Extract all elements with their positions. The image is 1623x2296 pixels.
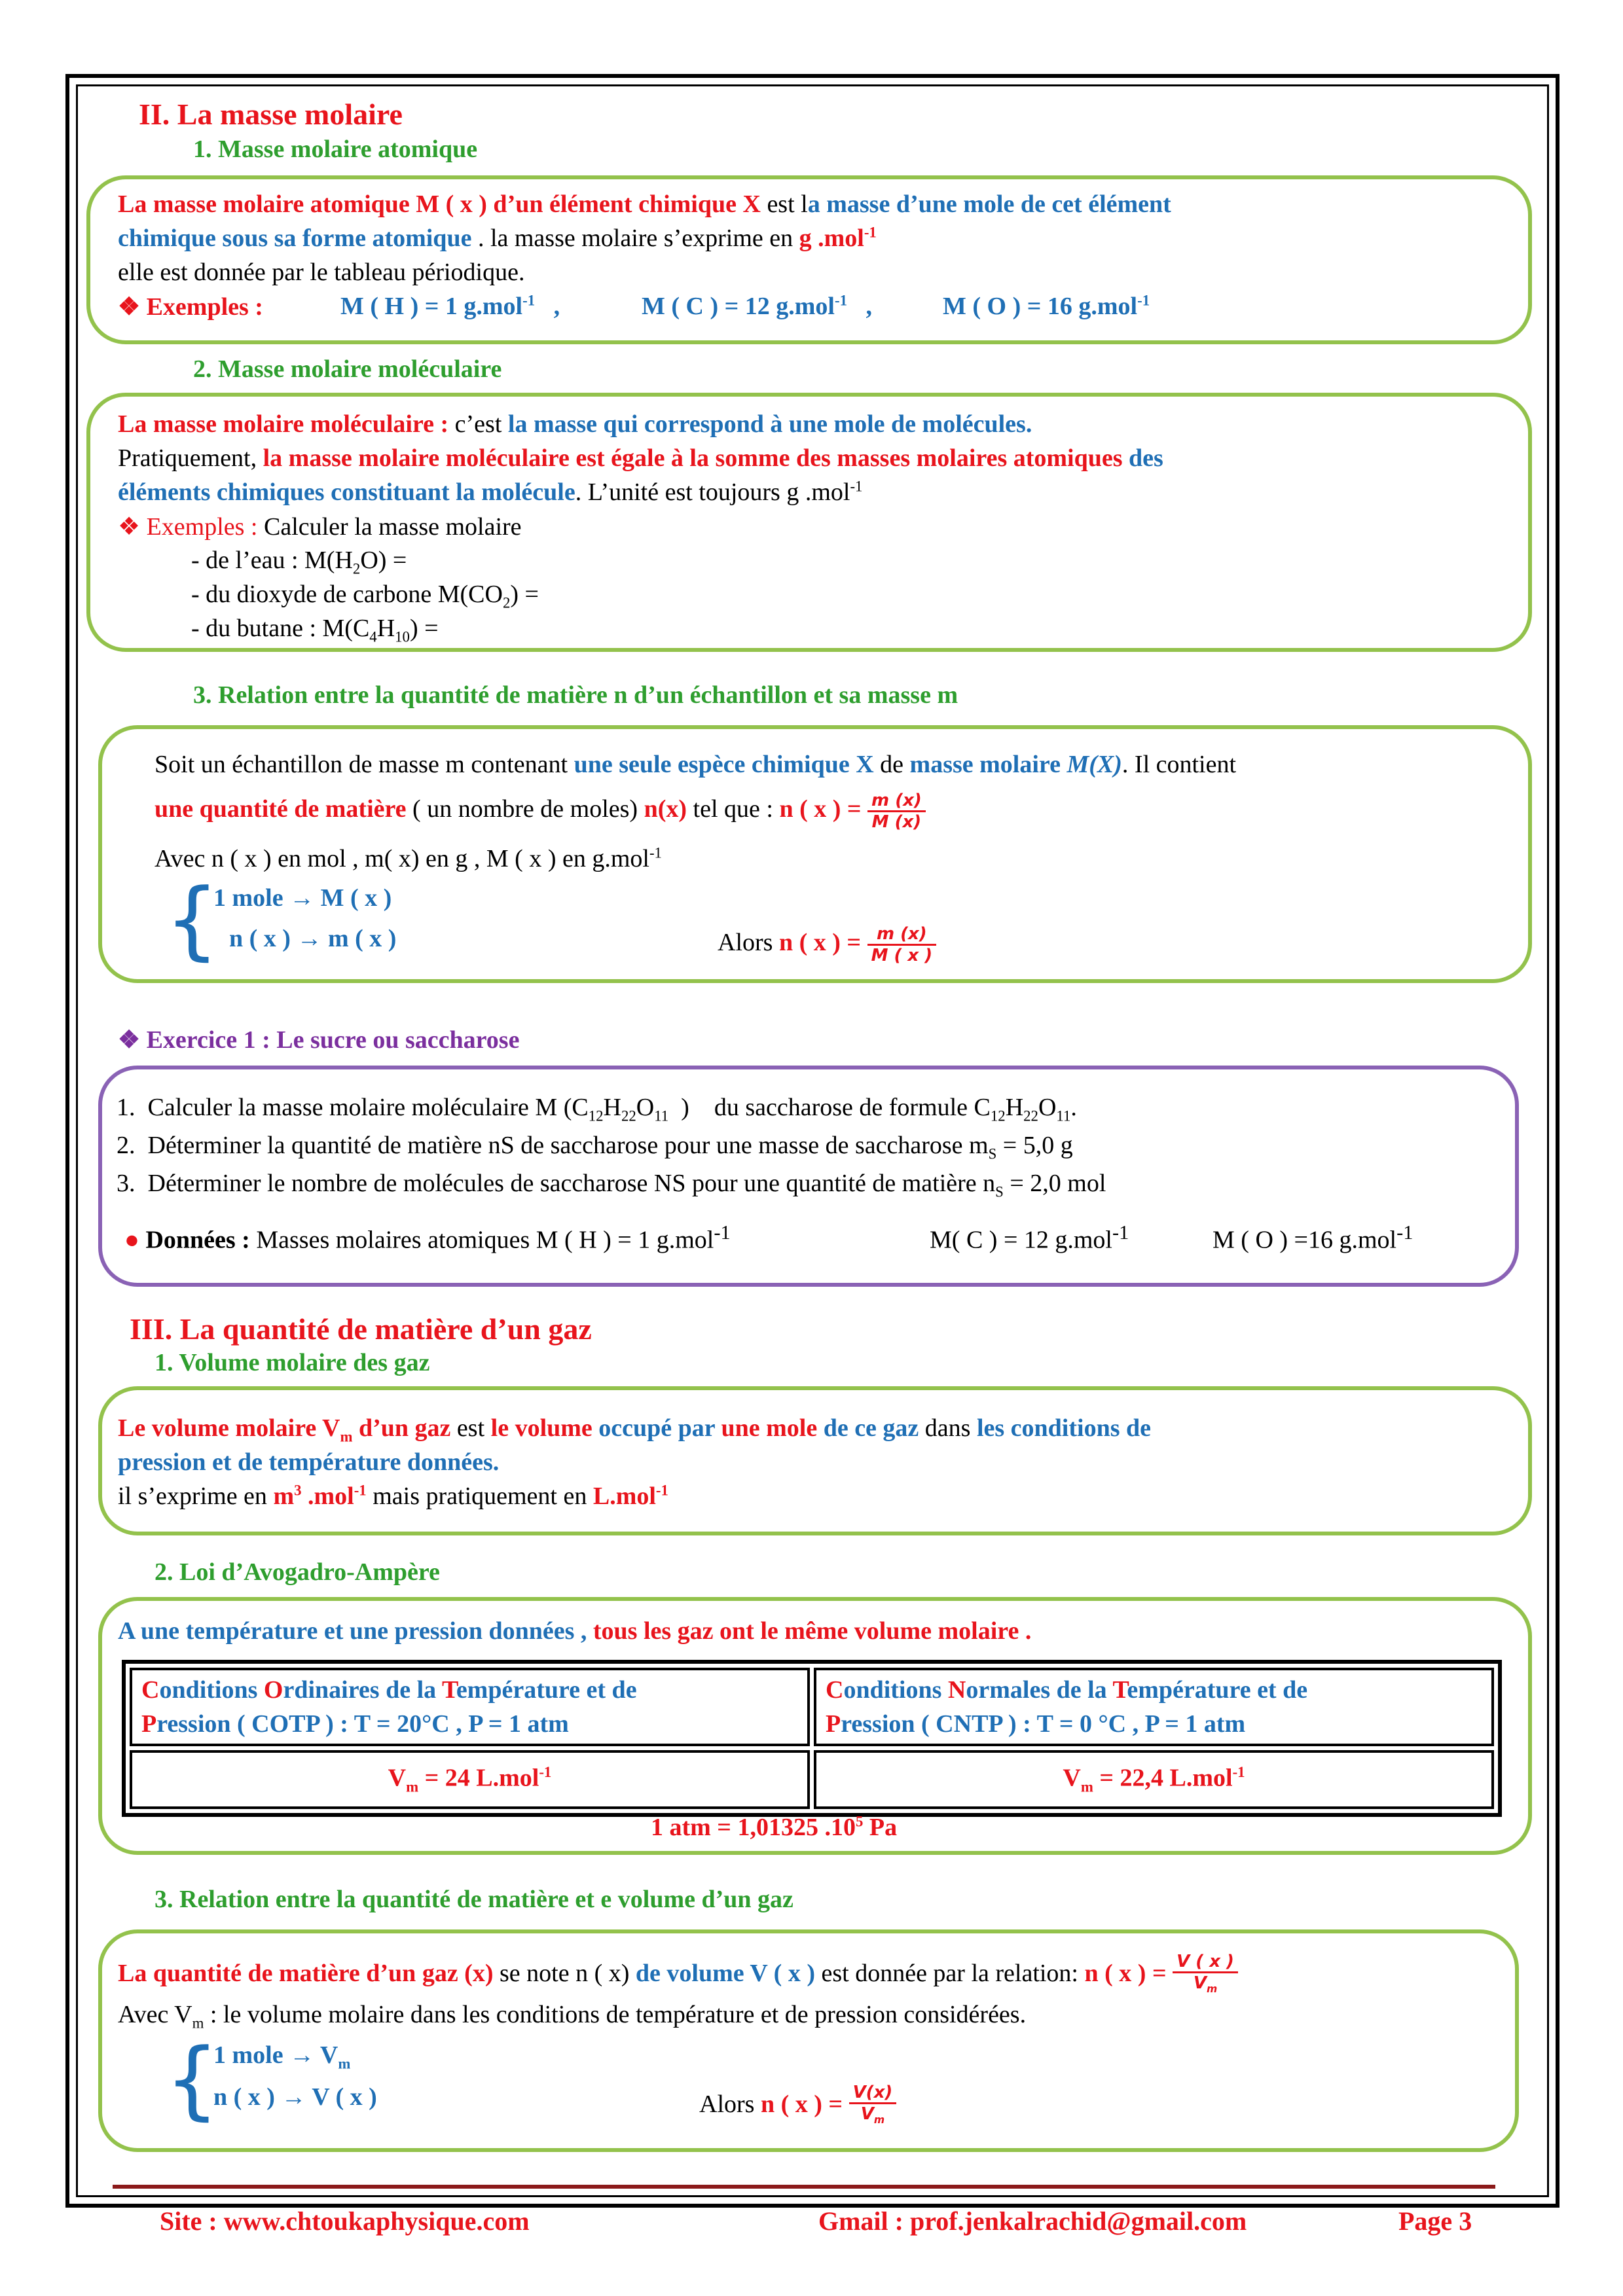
cotp-cell: Conditions Ordinaires de la Température et de Pression ( COTP ) : T = 20°C , P = 1 atm xyxy=(130,1668,810,1746)
example-butane: - du butane : $M(C_4H_{10})$ = xyxy=(191,615,439,645)
molar-volume-line3: il s’exprime en $m^3$ .mol$^{-1}$ mais pratiquement en L.mol$^{-1}$ xyxy=(118,1482,668,1510)
molar-volume-line2: pression et de température données. xyxy=(118,1448,500,1476)
footer-page-number: Page 3 xyxy=(1398,2206,1472,2236)
molecular-definition-line3: éléments chimiques constituant la molécule. L’unité est toujours g .mol$^{-1}$ xyxy=(118,478,863,506)
proportion-line1: 1 mole → M ( x ) xyxy=(213,884,392,912)
gas-proportion-line2: n ( x ) → V ( x ) xyxy=(213,2083,377,2111)
molecular-definition-line2: Pratiquement, la masse molaire moléculaire est égale à la somme des masses molaires atomiques des xyxy=(118,444,1163,472)
mass-relation-units: Avec n ( x ) en mol , m( x) en g , M ( x ) en g.mol$^{-1}$ xyxy=(155,844,662,872)
gas-proportion-line1: 1 mole → $V_m$ xyxy=(213,2041,351,2072)
gas-relation-result: Alors n ( x ) = $\frac{V(x)}{V_m}$ xyxy=(699,2083,896,2130)
mass-relation-line2: une quantité de matière ( un nombre de moles) n(x) tel que : n ( x ) = $\frac{m (x)}{M (x)}$ xyxy=(155,791,926,832)
subsection-3-1-title: 1. Volume molaire des gaz xyxy=(155,1349,430,1376)
exercise-q1: 1. Calculer la masse molaire moléculaire M ($C_{12}H_{22}O_{11}$ ) du saccharose de formule $C_{12}H_{22}O_{11}$. xyxy=(117,1094,1077,1124)
mass-relation-result: Alors n ( x ) = $\frac{m (x)}{M ( x )}$ xyxy=(718,924,936,965)
fraction-V-over-Vm: $\frac{V ( x )}{V_m}$ xyxy=(1173,1952,1238,1999)
exercise-q2: 2. Déterminer la quantité de matière nS de saccharose pour une masse de saccharose $m_S = 5,0$ g xyxy=(117,1132,1073,1162)
gas-relation-line2: Avec $V_m$ : le volume molaire dans les conditions de température et de pression considérées. xyxy=(118,2001,1027,2032)
atomic-definition-line1: La masse molaire atomique M ( x ) d’un élément chimique X est la masse d’une mole de cet élément xyxy=(118,190,1171,218)
left-brace-icon: { xyxy=(165,870,219,969)
example-o: M ( O ) = 16 g.mol$^{-1}$ xyxy=(943,292,1150,320)
footer-divider xyxy=(113,2185,1495,2189)
subsection-2-2-title: 2. Masse molaire moléculaire xyxy=(193,355,502,383)
example-co2: - du dioxyde de carbone $M(CO_2)$ = xyxy=(191,581,539,611)
section-2-title: II. La masse molaire xyxy=(139,98,403,131)
molar-volume-line1: Le volume molaire $V_m$ d’un gaz est le volume occupé par une mole de ce gaz dans les conditions de xyxy=(118,1414,1151,1445)
footer-site[interactable]: Site : www.chtoukaphysique.com xyxy=(160,2206,530,2236)
atomic-definition-line2: chimique sous sa forme atomique . la masse molaire s’exprime en g .mol$^{-1}$ xyxy=(118,224,877,252)
exercise-data: ● Données : Masses molaires atomiques M ( H ) = 1 g.mol$^{-1}$ xyxy=(124,1221,731,1254)
vm-cntp-cell: $V_m = 22,4$ L.mol$^{-1}$ xyxy=(814,1750,1494,1809)
diamond-bullet-icon: ❖ xyxy=(118,513,141,541)
vm-cotp-cell: $V_m = 24$ L.mol$^{-1}$ xyxy=(130,1750,810,1809)
example-h: M ( H ) = 1 g.mol$^{-1}$ , xyxy=(340,292,560,320)
molecular-definition-line1: La masse molaire moléculaire : c’est la masse qui correspond à une mole de molécules. xyxy=(118,410,1032,438)
proportion-line2: n ( x ) → m ( x ) xyxy=(229,925,397,952)
cntp-cell: Conditions Normales de la Température et de Pression ( CNTP ) : T = 0 °C , P = 1 atm xyxy=(814,1668,1494,1746)
section-3-title: III. La quantité de matière d’un gaz xyxy=(130,1312,592,1346)
gas-relation-line1: La quantité de matière d’un gaz (x) se note n ( x) de volume V ( x ) est donnée par la relation: n ( x ) = $\frac{V ( x )}{V_m}$ xyxy=(118,1952,1238,1999)
subsection-2-1-title: 1. Masse molaire atomique xyxy=(193,135,478,163)
diamond-bullet-icon: ❖ xyxy=(118,293,141,321)
atm-conversion: 1 atm = 1,01325 $.10^5$ Pa xyxy=(651,1813,898,1841)
data-oxygen: M ( O ) =16 g.mol$^{-1}$ xyxy=(1213,1221,1413,1254)
subsection-3-3-title: 3. Relation entre la quantité de matière et e volume d’un gaz xyxy=(155,1886,793,1913)
subsection-3-2-title: 2. Loi d’Avogadro-Ampère xyxy=(155,1558,440,1586)
data-carbon: M( C ) = 12 g.mol$^{-1}$ xyxy=(930,1221,1129,1254)
example-c: M ( C ) = 12 g.mol$^{-1}$ , xyxy=(642,292,872,320)
fraction-m-over-M: $\frac{m (x)}{M ( x )}$ xyxy=(867,924,937,965)
exercise-q3: 3. Déterminer le nombre de molécules de saccharose NS pour une quantité de matière $n_S = 2,0$ mol xyxy=(117,1170,1106,1200)
footer-email[interactable]: Gmail : prof.jenkalrachid@gmail.com xyxy=(818,2206,1247,2236)
atomic-examples: ❖ Exemples : xyxy=(118,293,263,321)
left-brace-icon: { xyxy=(165,2030,219,2129)
dot-bullet-icon: ● xyxy=(124,1226,139,1254)
fraction-m-over-M: $\frac{m (x)}{M (x)}$ xyxy=(867,791,926,832)
fraction-V-over-Vm: $\frac{V(x)}{V_m}$ xyxy=(849,2083,897,2130)
subsection-2-3-title: 3. Relation entre la quantité de matière n d’un échantillon et sa masse m xyxy=(193,681,958,709)
mass-relation-line1: Soit un échantillon de masse m contenant une seule espèce chimique X de masse molaire M(X). Il contient xyxy=(155,751,1237,778)
avogadro-law: A une température et une pression données , tous les gaz ont le même volume molaire . xyxy=(118,1617,1032,1645)
atomic-definition-line3: elle est donnée par le tableau périodique. xyxy=(118,259,525,286)
exercise-title: ❖ Exercice 1 : Le sucre ou saccharose xyxy=(118,1026,520,1054)
diamond-bullet-icon: ❖ xyxy=(118,1026,141,1054)
molecular-examples-intro: ❖ Exemples : Calculer la masse molaire xyxy=(118,513,522,541)
conditions-table xyxy=(122,1660,1502,1817)
example-water: - de l’eau : $M(H_2O)$ = xyxy=(191,547,407,577)
